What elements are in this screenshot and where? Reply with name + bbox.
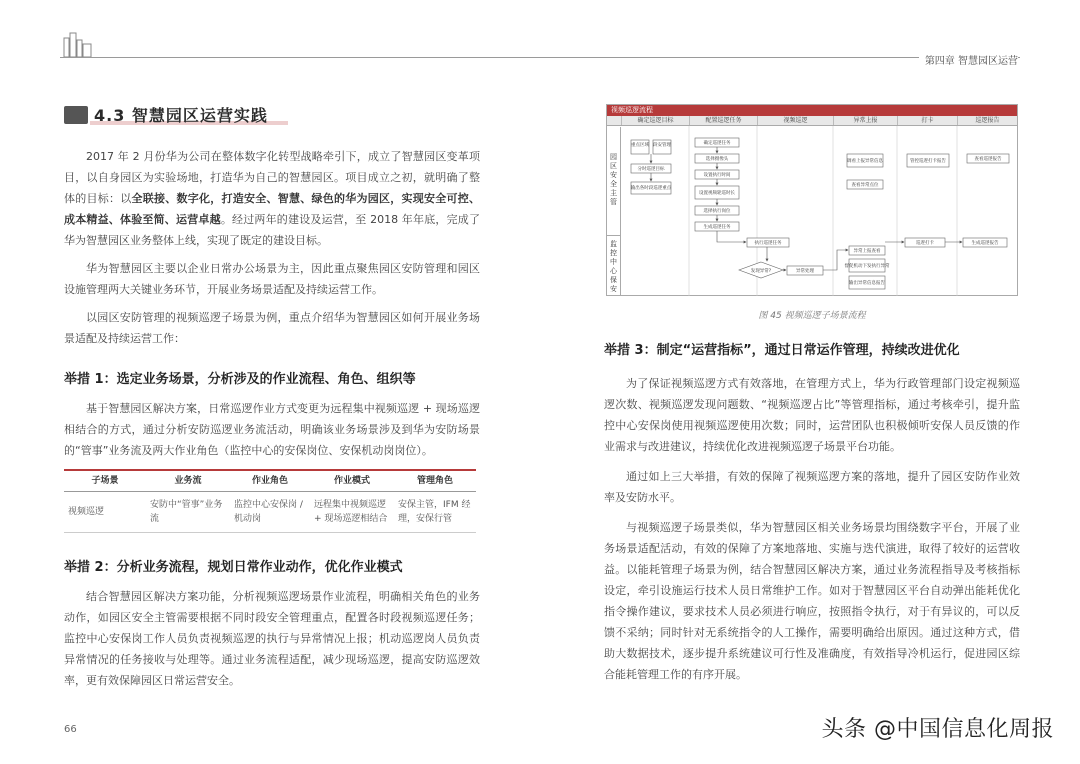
figure-caption: 图 45 视频巡逻子场景流程 xyxy=(758,311,866,321)
flow-label: 重点区域 xyxy=(631,143,649,148)
table-header: 作业模式 xyxy=(310,470,394,492)
column-header: 配置巡逻任务 xyxy=(689,116,757,125)
table-header: 业务流 xyxy=(146,470,230,492)
flow-label: 确定巡逻任务 xyxy=(703,141,731,146)
flow-label: 管控巡逻打卡报告 xyxy=(910,159,946,164)
flowchart-figure xyxy=(606,104,1018,296)
column-header: 巡逻报告 xyxy=(957,116,1017,125)
flow-label: 生成巡逻任务 xyxy=(703,225,731,230)
lane-label-manager: 园区安全主管 xyxy=(607,127,621,235)
column-header: 异常上报 xyxy=(833,116,897,125)
paragraph-7: 通过如上三大举措，有效的保障了视频巡逻方案的落地，提升了园区安防作业效率及安防水平。 xyxy=(604,470,1020,504)
paragraph-2: 华为智慧园区主要以企业日常办公场景为主，因此重点聚焦园区安防管理和园区设施管理两大关键业务环节，开展业务场景适配及持续运营工作。 xyxy=(64,262,480,296)
lane-header-blank xyxy=(607,116,621,125)
table-header: 子场景 xyxy=(64,470,146,492)
heading-measure-1: 举措 1：选定业务场景，分析涉及的作业流程、角色、组织等 xyxy=(64,372,416,387)
chapter-header: 第四章 智慧园区运营 xyxy=(919,52,1018,67)
left-column xyxy=(64,146,480,698)
section-title: 4.3 智慧园区运营实践 xyxy=(94,106,268,125)
flow-label: 发现异常? xyxy=(750,269,772,274)
lane-label-monitor: 监控中心保安 xyxy=(607,235,621,296)
table-row xyxy=(64,492,476,533)
flow-label: 执行巡逻任务 xyxy=(754,241,782,246)
flow-label: 分时巡逻目标 xyxy=(637,167,665,172)
header-rule xyxy=(60,57,1020,58)
paragraph-3: 以园区安防管理的视频巡逻子场景为例，重点介绍华为智慧园区如何开展业务场景适配及持续运营工作： xyxy=(64,311,480,345)
flow-label: 查看巡逻报告 xyxy=(974,157,1002,162)
paragraph-1-emphasis: 全联接、数字化，打造安全、智慧、绿色的华为园区，实现安全可控、成本精益、体验至简、运营卓越 xyxy=(64,192,480,226)
building-logo-icon xyxy=(62,30,94,58)
section-icon xyxy=(64,106,88,124)
paragraph-1 xyxy=(64,146,480,251)
table-header: 管理角色 xyxy=(394,470,476,492)
flow-label: 调看上报异常信息 xyxy=(847,159,883,164)
table-header-row xyxy=(64,470,476,492)
flow-label: 生成巡逻报告 xyxy=(971,241,999,246)
flow-label: 巡逻打卡 xyxy=(916,241,934,246)
flowchart-column-headers xyxy=(607,116,1017,126)
table-cell: 安保主管，IFM 经理，安保行管 xyxy=(394,492,476,533)
column-header: 确定巡逻目标 xyxy=(621,116,689,125)
paragraph-8: 与视频巡逻子场景类似，华为智慧园区相关业务场景均围绕数字平台，开展了业务场景适配活动，有效的保障了方案地落地、实施与迭代演进，取得了较好的运营收益。以能耗管理子场景为例，结合智慧园区解决方案，通过业务流程指导及考核指标设定，牵引设施运行技术人员日常维护工作。如对于智慧园区平台自动弹出能耗优化指令操作建议，要求技术人员必须进行响应，按照指令执行，对于有异议的，可以反馈不采纳；同时针对无系统指令的人工操作，需要明确给出原因。通过这种方式，借助大数据技术，逐步提升系统建议可行性及准确度，有效指导冷机运行，促进园区综合能耗管理工作的有序开展。 xyxy=(604,521,1020,681)
table-cell: 视频巡逻 xyxy=(64,492,146,533)
paragraph-4: 基于智慧园区解决方案，日常巡逻作业方式变更为远程集中视频巡逻 + 现场巡逻相结合的方式，通过分析安防巡逻业务流活动，明确该业务场景涉及到华为安防场景的“管事”业务流及两大作业角色（监控中心的安保岗位、安保机动岗岗位）。 xyxy=(64,402,480,457)
right-column xyxy=(604,340,1020,694)
paragraph-1-a: 2017 年 2 月份华为公司在整体数字化转型战略牵引下，成立了智慧园区变革项目，以自身园区为实验场地，打造华为自己的智慧园区。项目成立之初，就明确了整体的目标：以 xyxy=(64,150,480,205)
table-cell: 安防中“管事”业务流 xyxy=(146,492,230,533)
flow-label: 异常处理 xyxy=(796,269,814,274)
roles-table xyxy=(64,469,476,533)
paragraph-6: 为了保证视频巡逻方式有效落地，在管理方式上，华为行政管理部门设定视频巡逻次数、视频巡逻发现问题数、“视频巡逻占比”等管理指标，通过考核牵引，提升监控中心安保岗使用视频巡逻使用次数；同时，运营团队也积极倾听安保人员反馈的作业需求与改进建议，持续优化改进视频巡逻子场景平台功能。 xyxy=(604,377,1020,453)
flow-label: 输出异常信息报告 xyxy=(849,281,885,286)
flow-label: 设置执行时间 xyxy=(703,173,731,178)
table-cell: 监控中心安保岗 / 机动岗 xyxy=(230,492,310,533)
source-watermark: 头条 @中国信息化周报 xyxy=(821,717,1054,742)
flowchart-diagram xyxy=(607,126,1017,296)
section-heading xyxy=(64,103,268,126)
flow-label: 设置视频轮巡时长 xyxy=(699,191,735,196)
flow-label: 异常上报查看 xyxy=(853,249,881,254)
paragraph-1-c: 。经过两年的建设及运营，至 2018 年年底，完成了华为智慧园区业务整体上线，实现了既定的建设目标。 xyxy=(64,213,480,247)
table-cell: 远程集中视频巡逻 + 现场巡逻相结合 xyxy=(310,492,394,533)
flow-label: 选择执行岗位 xyxy=(703,209,731,214)
heading-measure-2: 举措 2：分析业务流程，规划日常作业动作，优化作业模式 xyxy=(64,560,403,575)
flow-label: 段安管理 xyxy=(653,143,671,148)
column-header: 打卡 xyxy=(897,116,957,125)
heading-measure-3: 举措 3：制定“运营指标”，通过日常运作管理，持续改进优化 xyxy=(604,343,960,358)
flow-label: 输出各时段巡逻重点 xyxy=(630,186,672,191)
paragraph-5: 结合智慧园区解决方案功能，分析视频巡逻场景作业流程，明确相关角色的业务动作，如园区安全主管需要根据不同时段安全管理重点，配置各时段视频巡逻任务；监控中心安保岗工作人员负责视频巡逻的执行与异常情况上报；机动巡逻岗人员负责异常情况的任务接收与处理等。通过业务流程适配，减少现场巡逻，提高安防巡逻效率，更有效保障园区日常运营安全。 xyxy=(64,590,480,687)
flow-label: 督促机动下发执行异常 xyxy=(844,264,890,269)
flowchart-title: 视频巡逻流程 xyxy=(607,105,1017,116)
page-number: 66 xyxy=(64,724,77,735)
flow-label: 查看异常点位 xyxy=(851,183,879,188)
flow-label: 选择摄像头 xyxy=(705,157,729,162)
table-header: 作业角色 xyxy=(230,470,310,492)
column-header: 视频巡逻 xyxy=(757,116,833,125)
